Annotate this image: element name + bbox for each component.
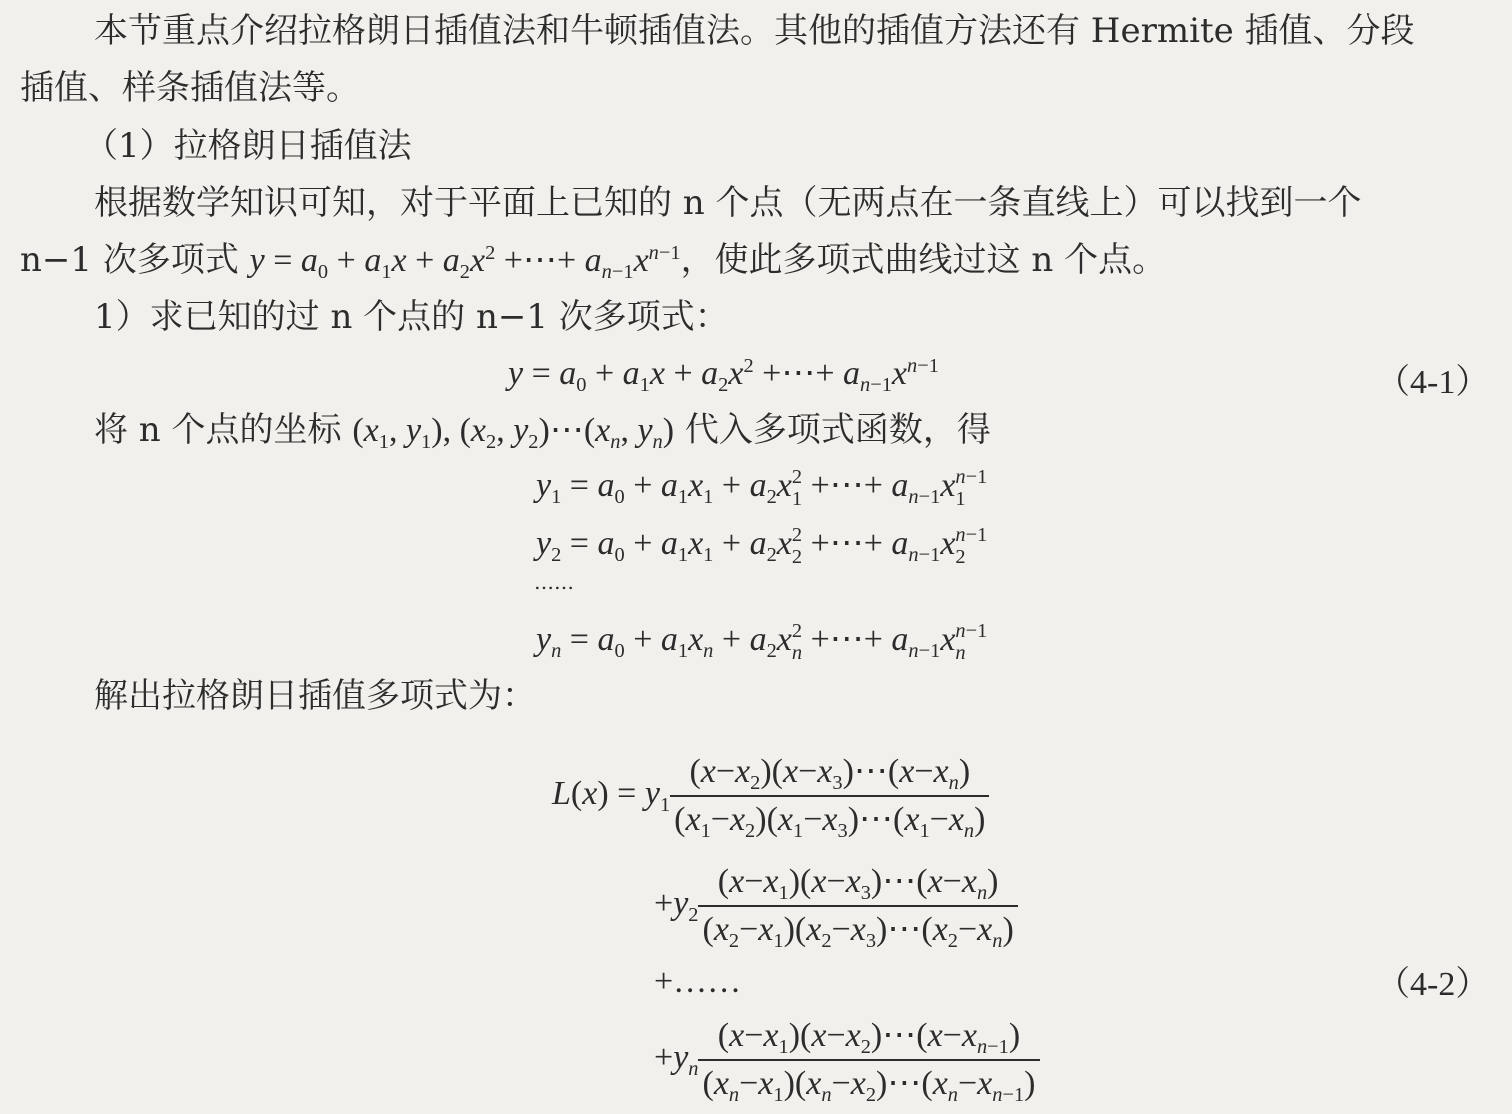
lagrange-continuation: +…… — [654, 963, 742, 1000]
inline-polynomial: $y = a_0 + a_1x + a_2x^2$ +⋯+ $a_{n-1}x^{n-1}$ — [249, 241, 681, 284]
system-equation-1: $y_1 = a_0 + a_1x_1 + a_2x$ 2 1 +⋯+ $a_{n-1}x$ n−1 1 — [536, 465, 988, 511]
knowledge-line-2 — [20, 240, 1167, 284]
step-1-text: 1）求已知的过 n 个点的 n−1 次多项式： — [94, 297, 729, 337]
system-equation-n: $y_n = a_0 + a_1x_n + a_2x$ 2 n +⋯+ $a_{n-1}x$ n−1 n — [536, 619, 988, 665]
lagrange-fraction-1: $\frac{(x-x_2)(x-x_3)\cdots(x-x_n)}{(x_1-x_2)(x_1-x_3)\cdots(x_1-x_n)}$ — [670, 752, 989, 840]
lagrange-fraction-2: $\frac{(x-x_1)(x-x_3)\cdots(x-x_n)}{(x_2-x_1)(x_2-x_3)\cdots(x_2-x_n)}$ — [698, 862, 1017, 950]
solve-line: 解出拉格朗日插值多项式为： — [94, 676, 536, 716]
system-equation-2: $y_2 = a_0 + a_1x_1 + a_2x$ 2 2 +⋯+ $a_{n-1}x$ n−1 2 — [536, 523, 988, 569]
knowledge-line-2-prefix: n−1 次多项式 — [20, 240, 239, 280]
substitute-line — [94, 410, 991, 454]
equation-4-1-label: （4-1） — [1376, 364, 1490, 401]
knowledge-line-2-suffix: ，使此多项式曲线过这 n 个点。 — [680, 240, 1167, 280]
lagrange-term-n: $+y_n$ $\frac{(x-x_1)(x-x_2)\cdots(x-x_{n-1})}{(x_n-x_1)(x_n-x_2)\cdots(x_n-x_{n-1})}$ — [654, 1016, 1040, 1104]
section-heading-lagrange: （1）拉格朗日插值法 — [84, 126, 412, 166]
lagrange-fraction-n: $\frac{(x-x_1)(x-x_2)\cdots(x-x_{n-1})}{(x_n-x_1)(x_n-x_2)\cdots(x_n-x_{n-1})}$ — [698, 1016, 1039, 1104]
substitute-suffix: 代入多项式函数，得 — [684, 410, 991, 450]
equation-4-2-label: （4-2） — [1376, 966, 1490, 1003]
lagrange-term-2: $+y_2$ $\frac{(x-x_1)(x-x_3)\cdots(x-x_n)}{(x_2-x_1)(x_2-x_3)\cdots(x_2-x_n)}$ — [654, 862, 1018, 950]
lagrange-term-1: $L(x) = y_1$ $\frac{(x-x_2)(x-x_3)\cdots(x-x_n)}{(x_1-x_2)(x_1-x_3)\cdots(x_1-x_n)}$ — [552, 752, 989, 840]
knowledge-line-1: 根据数学知识可知，对于平面上已知的 n 个点（无两点在一条直线上）可以找到一个 — [94, 183, 1362, 223]
coordinate-list: ($x_1$, $y_1$), ($x_2$, $y_2)\cdots(x_n$, $y_n$) — [352, 412, 675, 454]
intro-line-1: 本节重点介绍拉格朗日插值法和牛顿插值法。其他的插值方法还有 Hermite 插值、分段 — [94, 11, 1415, 51]
system-ellipsis: …… — [534, 570, 574, 594]
intro-line-2: 插值、样条插值法等。 — [20, 68, 360, 108]
equation-4-1: $y = a_0 + a_1x + a_2x^2$ +⋯+ $a_{n-1}x^{n-1}$ — [508, 354, 939, 397]
substitute-prefix: 将 n 个点的坐标 — [94, 410, 342, 450]
